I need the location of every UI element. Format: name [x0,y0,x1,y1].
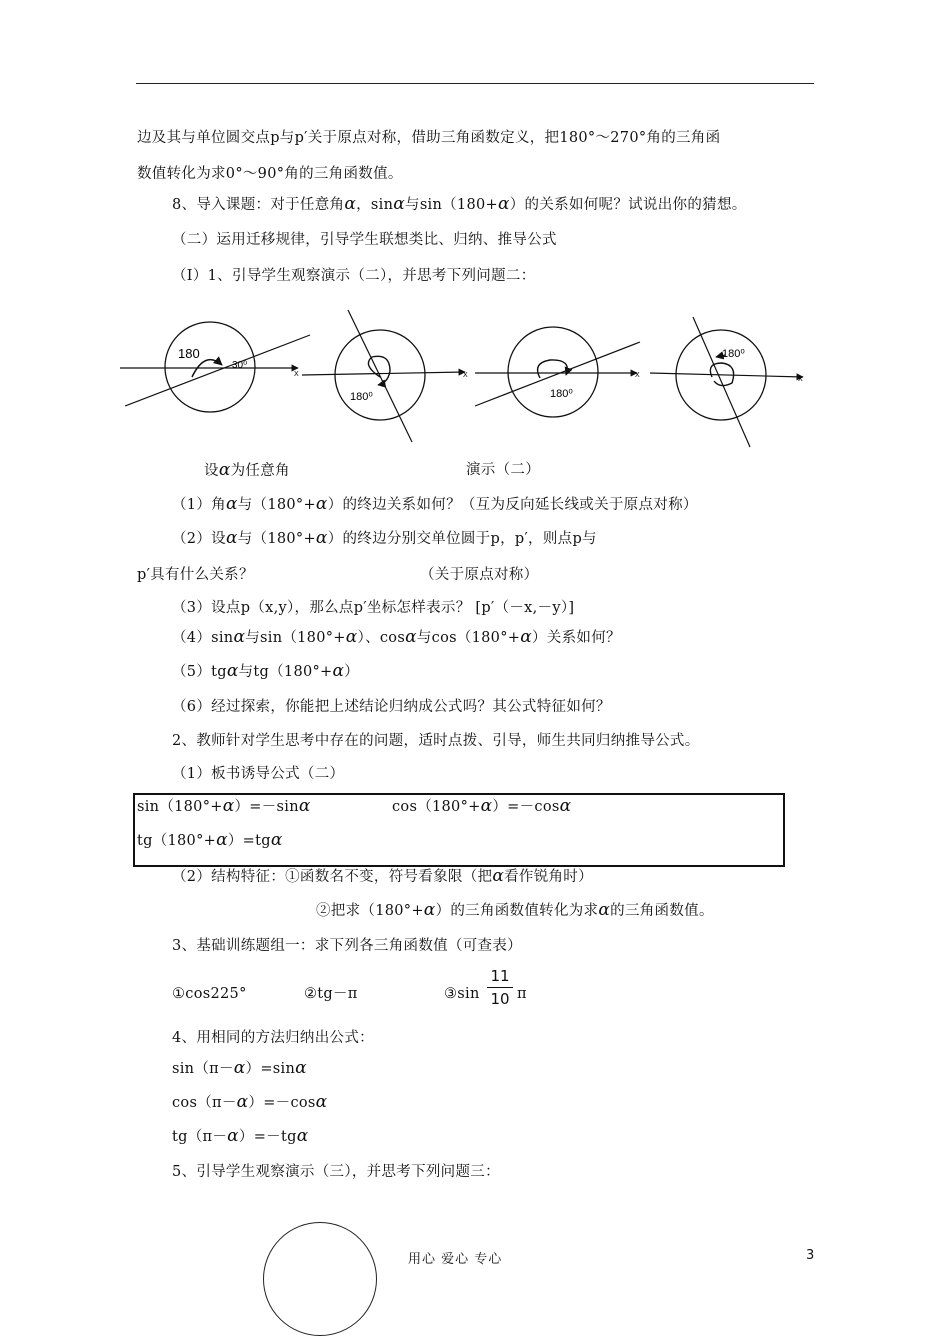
axis-x-label: X [798,376,803,383]
label-180deg: 180⁰ [550,388,573,400]
formula-cos: cos（180°+α）=－cosα [392,796,572,816]
formula-tg: tg（180°+α）=tgα [137,830,283,850]
text-line: 数值转化为求0°～90°角的三角函数值。 [137,166,403,182]
exercise-3: ③sin [444,986,480,1002]
footer-text: 用心 爱心 专心 [408,1252,503,1267]
step-5: 5、引导学生观察演示（三），并思考下列问题三： [172,1164,500,1180]
unit-circle-partial [263,1222,377,1336]
exercise-1: ①cos225° [172,986,247,1002]
text-line: （I）1、引导学生观察演示（二），并思考下列问题二： [172,268,536,284]
text-line: （二）运用迁移规律，引导学生联想类比、归纳、推导公式 [172,232,557,248]
label-180deg: 180⁰ [350,391,373,403]
question-2-answer: （关于原点对称） [420,567,539,583]
exercise-2: ②tg－π [304,986,358,1002]
demo-figure [110,305,810,455]
question-1: （1）角α与（180°+α）的终边关系如何？（互为反向延长线或关于原点对称） [172,494,698,514]
unit-circle-4 [650,317,803,447]
fraction [487,966,513,1009]
step-3: 3、基础训练题组一：求下列各三角函数值（可查表） [172,938,522,954]
formula-pi-tg: tg（π－α）=－tgα [172,1126,309,1146]
question-2: （2）设α与（180°+α）的终边分别交单位圆于p，p′，则点p与 [172,528,597,548]
exercise-3-pi: π [517,986,527,1002]
formula-pi-cos: cos（π－α）=－cosα [172,1092,328,1112]
fraction-denominator: 10 [490,990,510,1008]
unit-circle-1 [120,322,310,412]
text-line: 边及其与单位圆交点p与p′关于原点对称，借助三角函数定义，把180°～270°角的三角函 [137,130,721,146]
question-3: （3）设点p（x,y），那么点p′坐标怎样表示？ [p′（－x,－y）] [172,600,575,616]
question-2-cont: p′具有什么关系？ [137,567,254,583]
page-number: 3 [806,1248,815,1263]
unit-circle-3 [475,327,640,417]
structure-feature: （2）结构特征：①函数名不变，符号看象限（把α看作锐角时） [172,866,593,886]
label-30: 30⁰ [232,360,248,371]
structure-feature-2: ②把求（180°+α）的三角函数值转化为求α的三角函数值。 [316,900,714,920]
step-2-1: （1）板书诱导公式（二） [172,766,345,782]
label-180deg: 180⁰ [722,348,745,360]
step-4: 4、用相同的方法归纳出公式： [172,1030,374,1046]
unit-circle-2 [302,310,468,442]
question-5: （5）tgα与tg（180°+α） [172,661,360,681]
axis-x-label: X [635,372,640,379]
label-180: 180 [178,346,200,361]
formula-sin: sin（180°+α）=－sinα [137,796,311,816]
formula-pi-sin: sin（π－α）=sinα [172,1058,307,1078]
figure-caption-right: 演示（二） [466,462,540,478]
step-2: 2、教师针对学生思考中存在的问题，适时点拨、引导，师生共同归纳推导公式。 [172,733,700,749]
figure-caption-left: 设α为任意角 [204,460,290,480]
question-6: （6）经过探索，你能把上述结论归纳成公式吗？其公式特征如何？ [172,699,611,715]
header-rule [136,83,814,84]
text-line: 8、导入课题：对于任意角α，sinα与sin（180+α）的关系如何呢？试说出你的猜想。 [172,194,747,214]
axis-x-label: X [463,372,468,379]
axis-x-label: X [294,371,299,378]
fraction-numerator: 11 [490,967,510,985]
question-4: （4）sinα与sin（180°+α）、cosα与cos（180°+α）关系如何？ [172,627,621,647]
